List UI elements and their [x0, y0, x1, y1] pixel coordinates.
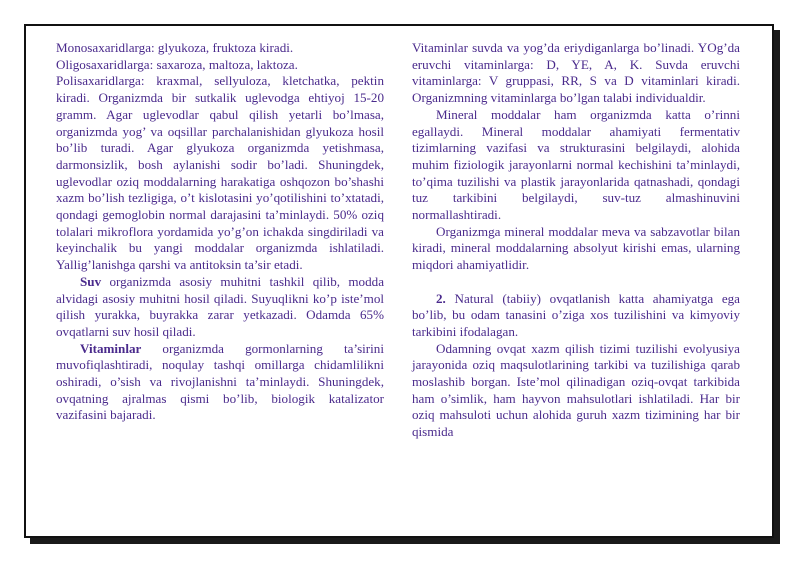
paragraph-minerals: Mineral moddalar ham organizmda katta o’rinni egallaydi. Mineral moddalar ahamiyati fermentativ tizimlarning vazifasi va strukturasini belgilaydi, alohida muhim fiziologik jarayonlarni normal kechishini ta’minlaydi, to’qima tuzilishi va plastik jarayonlarida qatnashadi, qondagi tuz tarkibini belgilaydi, suv-tuz almashinuvini normallashtiradi. [412, 106, 740, 223]
left-column [56, 40, 384, 424]
paragraph-oligosaccharides: Oligosaxaridlarga: saxaroza, maltoza, laktoza. [56, 56, 298, 72]
paragraph-natural-nutrition-text: Natural (tabiiy) ovqatlanish katta ahamiyatga ega bo’lib, bu odam tanasini o’ziga xos tuzilishini va kimyoviy tarkibini ifodalagan. [412, 290, 740, 339]
paragraph-vitamins-text: organizmda gormonlarning ta’sirini muvofiqlashtiradi, noqulay tashqi omillarga chidamlilikni oshiradi, o’sish va rivojlanishni ta’minlaydi. Shuningdek, ovqatning ajralmas qismi bo’lib, biologik katalizator vazifasini bajaradi. [56, 340, 384, 423]
paragraph-vitamin-types: Vitaminlar suvda va yog’da eriydiganlarga bo’linadi. YOg’da eruvchi vitaminlarga: D, YE, A, K. Suvda eruvchi vitaminlarga: V gruppasi, RR, S va D vitaminlari kiradi. Organizmning vitaminlarga bo’lgan talabi individualdir. [412, 40, 740, 106]
paragraph-water [56, 274, 384, 341]
paragraph-water-text: organizmda asosiy muhitni tashkil qilib, modda alvidagi asosiy muhitni hosil qiladi. Suyuqlikni ko’p iste’mol qilish yurakka, buyrakka zarar yetkazadi. Odamda 65% ovqatlarni suv hosil qiladi. [56, 273, 384, 339]
section-number: 2. [436, 290, 446, 306]
term-water: Suv [80, 273, 102, 289]
paragraph-natural-nutrition [412, 291, 740, 341]
paragraph-vitamins [56, 341, 384, 425]
paragraph-digestive-system: Odamning ovqat xazm qilish tizimi tuzilishi evolyusiya jarayonida oziq maqsulotlarining tarkibi va tuzilishiga qarab moslashib borgan. Iste’mol qilinadigan oziq-ovqat tarkibida ham o’simlik, ham hayvon mahsulotlari ishlatiladi. Har bir oziq mahsuloti uchun alohida guruh xazm tizimining har bir qismida [412, 340, 740, 440]
page-frame [24, 24, 774, 538]
right-column [412, 40, 740, 441]
paragraph-monosaccharides: Monosaxaridlarga: glyukoza, fruktoza kiradi. [56, 40, 294, 55]
paragraph-polysaccharides: Polisaxaridlarga: kraxmal, sellyuloza, kletchatka, pektin kiradi. Organizmda bir sutkalik uglevodga ehtiyoj 15-20 gramm. Agar uglevodlar qabul qilish yetarli bo’lmasa, organizmda yog’ va oqsillar parchalanishidan glyukoza hosil bo’lib turadi. Agar glyukoza organizmda yetishmasa, darmonsizlik, bosh aylanishi sodir bo’ladi. Shuningdek, uglevodlar oziq moddalarning harakatiga oshqozon bo’shashi xazm bo’lish tezligiga, o’t kislotasini yo’qotilishini to’xtatadi, qondagi gemoglobin normal darajasini ta’minlaydi. 50% oziq tolalari mikroflora yordamida yo’g’on ichakda singdiriladi va keyinchalik bu yangi moddalar organizmda ishlatiladi. Yallig’lanishga qarshi va antitoksin ta’sir etadi. [56, 73, 384, 273]
paragraph-mineral-intake: Organizmga mineral moddalar meva va sabzavotlar bilan kiradi, mineral moddalarning absolyut kirishi emas, ularning miqdori ahamiyatlidir. [412, 223, 740, 273]
term-vitamins: Vitaminlar [80, 340, 142, 356]
